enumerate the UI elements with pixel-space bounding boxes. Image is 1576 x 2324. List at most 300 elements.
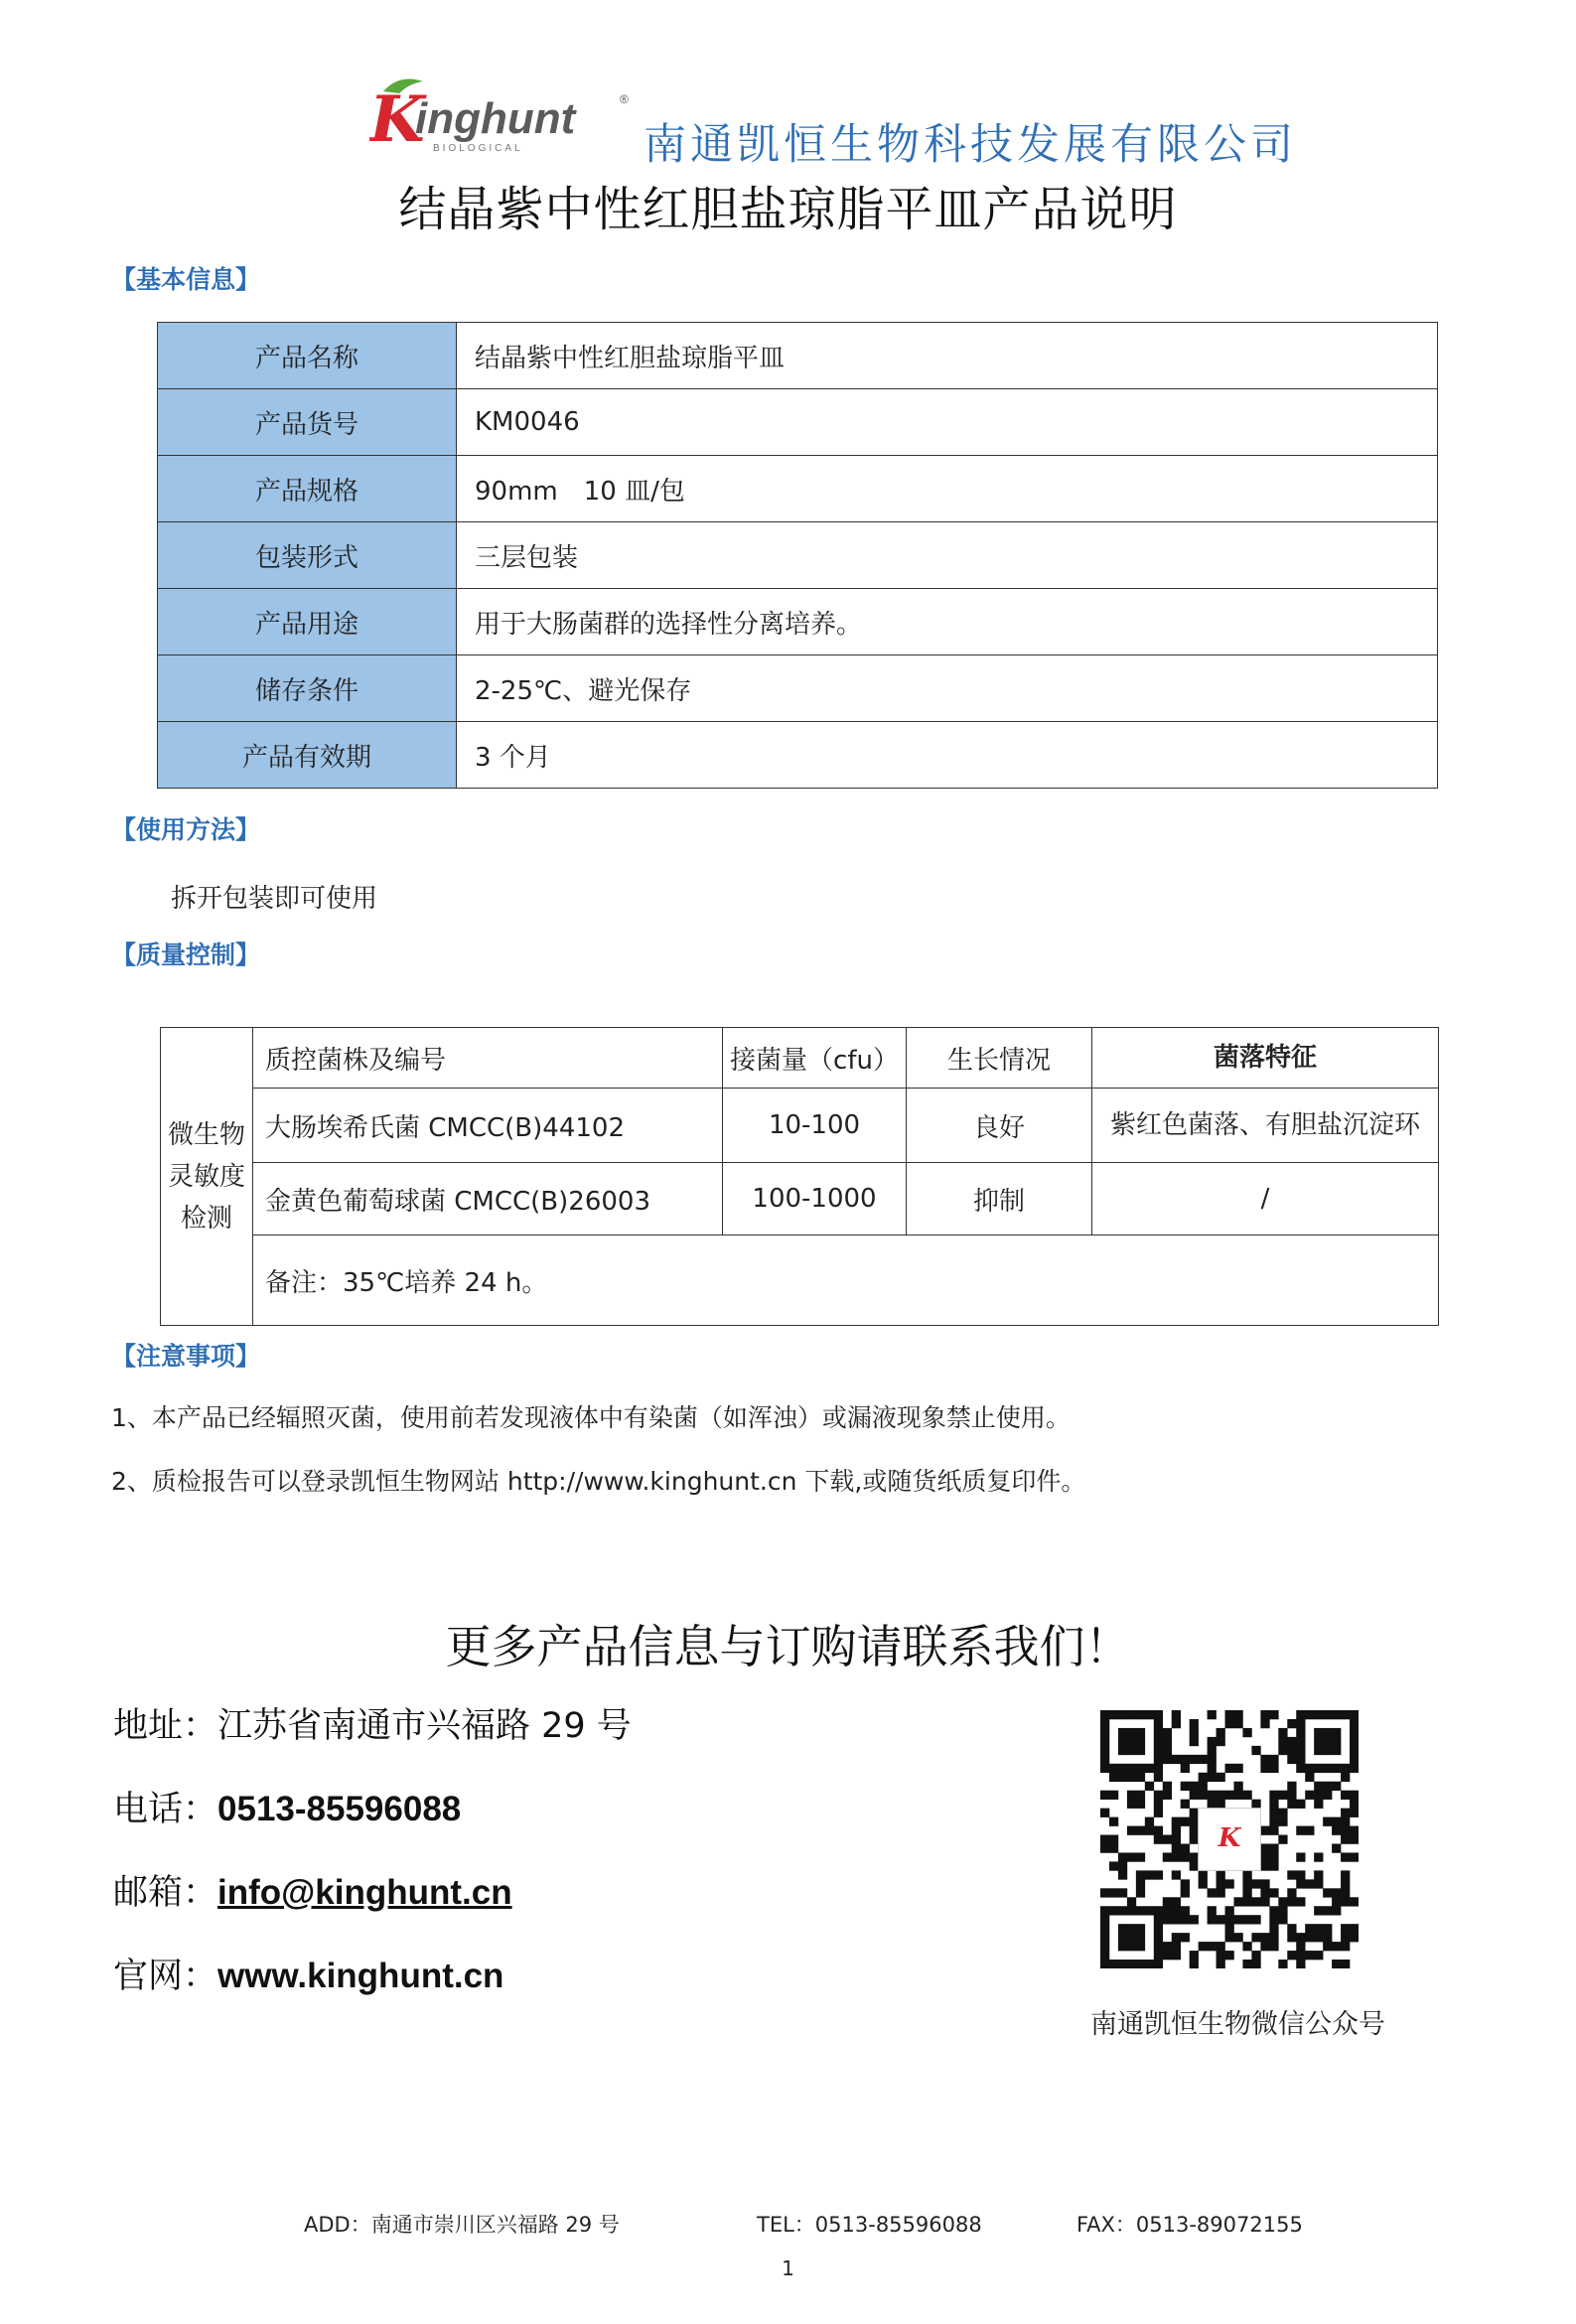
qr-module (1145, 1906, 1154, 1915)
qr-module (1332, 1737, 1341, 1746)
qr-module (1208, 1737, 1217, 1746)
qr-module (1332, 1710, 1341, 1719)
table-row (161, 1163, 1439, 1235)
logo-graphic (369, 72, 638, 163)
growth-cell: 抑制 (907, 1163, 1092, 1235)
qr-module (1341, 1942, 1350, 1951)
qr-module (1350, 1852, 1359, 1861)
qr-module (1341, 1888, 1350, 1897)
qr-module (1305, 1951, 1314, 1960)
email-link[interactable]: info@kinghunt.cn (217, 1873, 512, 1912)
qr-module (1217, 1737, 1225, 1746)
qr-module (1190, 1809, 1199, 1817)
qr-module (1100, 1791, 1109, 1800)
table-row (158, 722, 1438, 789)
qr-module (1269, 1852, 1278, 1861)
qr-module (1172, 1897, 1181, 1906)
qr-module (1296, 1960, 1305, 1968)
qr-module (1350, 1933, 1359, 1942)
qr-module (1260, 1755, 1269, 1764)
note-item: 1、本产品已经辐照灭菌，使用前若发现液体中有染菌（如浑浊）或漏液现象禁止使用。 (111, 1403, 1071, 1432)
row-label: 产品用途 (158, 589, 457, 655)
qr-module (1278, 1809, 1287, 1817)
qr-module (1305, 1879, 1314, 1888)
qr-module (1208, 1906, 1217, 1915)
qr-module (1260, 1861, 1269, 1870)
qr-module (1323, 1782, 1332, 1791)
qr-module (1296, 1879, 1305, 1888)
qr-module (1305, 1791, 1314, 1800)
qr-module (1278, 1906, 1287, 1915)
qr-module (1287, 1951, 1296, 1960)
qr-module (1154, 1746, 1163, 1755)
qr-module (1208, 1915, 1217, 1924)
quality-control-table (160, 1027, 1439, 1326)
qc-side-label: 微生物灵敏度检测 (161, 1028, 253, 1326)
logo-wordmark: inghunt (415, 94, 576, 143)
qr-module (1136, 1924, 1145, 1933)
qr-module (1118, 1737, 1127, 1746)
qr-module (1296, 1746, 1305, 1755)
qr-module (1100, 1728, 1109, 1737)
qr-module (1287, 1870, 1296, 1879)
address-label: 地址： (113, 1706, 218, 1746)
qr-module (1154, 1933, 1163, 1942)
phone-value: 0513-85596088 (217, 1790, 462, 1828)
qr-module (1163, 1755, 1172, 1764)
qc-remark: 备注：35℃培养 24 h。 (253, 1235, 1439, 1326)
row-label: 储存条件 (158, 655, 457, 722)
qr-module (1341, 1826, 1350, 1835)
qr-module (1145, 1870, 1154, 1879)
qr-module (1323, 1728, 1332, 1737)
contact-address (113, 1698, 632, 1748)
qr-module (1100, 1835, 1109, 1844)
qr-module (1296, 1852, 1305, 1861)
qr-module (1314, 1737, 1323, 1746)
qr-module (1233, 1782, 1242, 1791)
qr-module (1118, 1906, 1127, 1915)
qr-module (1233, 1764, 1242, 1773)
qr-module (1100, 1755, 1109, 1764)
qr-module (1163, 1906, 1172, 1915)
qr-module (1190, 1835, 1199, 1844)
qr-module (1278, 1835, 1287, 1844)
row-value: 结晶紫中性红胆盐琼脂平皿 (457, 323, 1438, 389)
qr-module (1350, 1746, 1359, 1755)
qr-module (1332, 1782, 1341, 1791)
colony-cell: 紫红色菌落、有胆盐沉淀环 (1092, 1089, 1439, 1163)
qr-module (1305, 1924, 1314, 1933)
qr-module (1225, 1719, 1234, 1728)
inoculum-cell: 10-100 (723, 1089, 907, 1163)
qr-module (1181, 1933, 1190, 1942)
qr-module (1100, 1906, 1109, 1915)
qr-module (1136, 1728, 1145, 1737)
qr-module (1341, 1960, 1350, 1968)
registered-icon: ® (620, 92, 629, 106)
qr-module (1269, 1906, 1278, 1915)
contact-website (113, 1949, 503, 1998)
qr-module (1154, 1960, 1163, 1968)
qr-module (1208, 1710, 1217, 1719)
qr-module (1242, 1960, 1251, 1968)
qr-module (1225, 1933, 1234, 1942)
phone-label: 电话： (113, 1790, 218, 1829)
qr-module (1136, 1826, 1145, 1835)
qr-module (1314, 1746, 1323, 1755)
qr-module (1163, 1782, 1172, 1791)
qr-module (1208, 1791, 1217, 1800)
qr-module (1190, 1826, 1199, 1835)
kinghunt-logo (369, 72, 638, 163)
qr-module (1100, 1843, 1109, 1852)
qr-module (1127, 1933, 1136, 1942)
qr-module (1172, 1755, 1181, 1764)
qr-module (1287, 1719, 1296, 1728)
qr-module (1100, 1719, 1109, 1728)
qr-module (1323, 1817, 1332, 1826)
qr-module (1314, 1764, 1323, 1773)
qr-module (1332, 1897, 1341, 1906)
qr-module (1145, 1782, 1154, 1791)
qr-module (1154, 1826, 1163, 1835)
qr-module (1278, 1728, 1287, 1737)
qr-module (1136, 1933, 1145, 1942)
qr-module (1350, 1737, 1359, 1746)
qr-module (1225, 1879, 1234, 1888)
qr-module (1181, 1888, 1190, 1897)
qr-module (1323, 1791, 1332, 1800)
qr-module (1350, 1728, 1359, 1737)
qr-module (1190, 1728, 1199, 1737)
contact-email (113, 1865, 512, 1915)
qr-module (1305, 1933, 1314, 1942)
qr-module (1350, 1924, 1359, 1933)
qr-module (1163, 1737, 1172, 1746)
qr-module (1154, 1764, 1163, 1773)
qr-module (1269, 1764, 1278, 1773)
qr-module (1260, 1879, 1269, 1888)
qr-module (1242, 1870, 1251, 1879)
qr-module (1127, 1710, 1136, 1719)
qr-module (1172, 1933, 1181, 1942)
table-row (158, 323, 1438, 389)
qr-module (1199, 1879, 1208, 1888)
qr-module (1242, 1888, 1251, 1897)
qr-module (1136, 1746, 1145, 1755)
qr-module (1278, 1817, 1287, 1826)
qr-module (1217, 1879, 1225, 1888)
qr-module (1332, 1960, 1341, 1968)
qr-module (1181, 1879, 1190, 1888)
qr-module (1323, 1888, 1332, 1897)
qr-module (1296, 1951, 1305, 1960)
qr-module (1118, 1773, 1127, 1782)
qr-module (1217, 1728, 1225, 1737)
row-label: 产品规格 (158, 456, 457, 522)
qr-module (1217, 1960, 1225, 1968)
qr-module (1287, 1746, 1296, 1755)
qr-module (1190, 1737, 1199, 1746)
qr-module (1341, 1870, 1350, 1879)
section-basic-info: 【基本信息】 (111, 265, 261, 294)
qr-logo-mark: K (1218, 1823, 1241, 1854)
qr-module (1260, 1826, 1269, 1835)
qr-module (1208, 1942, 1217, 1951)
qr-module (1314, 1906, 1323, 1915)
qr-module (1332, 1746, 1341, 1755)
qr-module (1100, 1951, 1109, 1960)
qr-module (1278, 1960, 1287, 1968)
qr-module (1233, 1933, 1242, 1942)
qr-module (1190, 1861, 1199, 1870)
wechat-qr-code (1100, 1710, 1359, 1968)
qr-module (1208, 1800, 1217, 1809)
qr-module (1172, 1852, 1181, 1861)
qr-module (1181, 1782, 1190, 1791)
qr-module (1251, 1897, 1260, 1906)
qr-module (1136, 1773, 1145, 1782)
qr-module (1163, 1746, 1172, 1755)
website-value: www.kinghunt.cn (217, 1957, 504, 1995)
row-label: 产品货号 (158, 389, 457, 456)
qr-module (1314, 1800, 1323, 1809)
qr-module (1217, 1888, 1225, 1897)
qr-module (1350, 1710, 1359, 1719)
row-value: 三层包装 (457, 522, 1438, 589)
qr-module (1127, 1942, 1136, 1951)
qr-module (1100, 1746, 1109, 1755)
qr-module (1136, 1879, 1145, 1888)
qr-module (1260, 1764, 1269, 1773)
qr-module (1296, 1728, 1305, 1737)
row-value: 用于大肠菌群的选择性分离培养。 (457, 589, 1438, 655)
qr-module (1217, 1942, 1225, 1951)
qr-module (1154, 1942, 1163, 1951)
qr-module (1269, 1924, 1278, 1933)
qr-module (1136, 1960, 1145, 1968)
qr-module (1163, 1728, 1172, 1737)
table-row (161, 1089, 1439, 1163)
qr-module (1287, 1755, 1296, 1764)
qr-module (1118, 1888, 1127, 1897)
qr-module (1332, 1817, 1341, 1826)
qr-module (1109, 1773, 1118, 1782)
qr-module (1350, 1719, 1359, 1728)
qr-module (1118, 1728, 1127, 1737)
qr-module (1154, 1906, 1163, 1915)
table-row (158, 456, 1438, 522)
qr-module (1154, 1737, 1163, 1746)
qr-module (1296, 1933, 1305, 1942)
qr-module (1154, 1710, 1163, 1719)
footer-address: ADD：南通市崇川区兴福路 29 号 (304, 2213, 620, 2237)
qr-module (1341, 1879, 1350, 1888)
table-row (158, 589, 1438, 655)
qr-module (1109, 1710, 1118, 1719)
qr-module (1208, 1773, 1217, 1782)
qr-module (1260, 1710, 1269, 1719)
qr-module (1287, 1888, 1296, 1897)
qr-module (1163, 1915, 1172, 1924)
row-label: 产品名称 (158, 323, 457, 389)
qr-module (1350, 1826, 1359, 1835)
qr-module (1118, 1942, 1127, 1951)
qr-module (1296, 1755, 1305, 1764)
qr-module (1217, 1800, 1225, 1809)
row-value: 3 个月 (457, 722, 1438, 789)
table-row (158, 655, 1438, 722)
qr-module (1127, 1746, 1136, 1755)
qr-module (1314, 1951, 1323, 1960)
qr-module (1181, 1852, 1190, 1861)
qr-module (1233, 1719, 1242, 1728)
qr-module (1163, 1897, 1172, 1906)
header-growth: 生长情况 (907, 1028, 1092, 1089)
qr-module (1100, 1888, 1109, 1897)
qr-module (1154, 1870, 1163, 1879)
qr-module (1287, 1933, 1296, 1942)
qr-module (1332, 1942, 1341, 1951)
qr-module (1208, 1888, 1217, 1897)
qr-module (1296, 1719, 1305, 1728)
qr-module (1100, 1924, 1109, 1933)
table-row (158, 522, 1438, 589)
qr-module (1323, 1746, 1332, 1755)
qr-module (1109, 1906, 1118, 1915)
qr-module (1278, 1897, 1287, 1906)
qr-module (1260, 1933, 1269, 1942)
row-value: 90mm 10 皿/包 (457, 456, 1438, 522)
qr-module (1199, 1942, 1208, 1951)
qr-module (1100, 1764, 1109, 1773)
qr-module (1260, 1843, 1269, 1852)
qr-module (1127, 1764, 1136, 1773)
qr-module (1217, 1791, 1225, 1800)
qr-module (1251, 1879, 1260, 1888)
qr-module (1172, 1817, 1181, 1826)
qr-module (1341, 1809, 1350, 1817)
qr-module (1109, 1843, 1118, 1852)
qr-module (1172, 1843, 1181, 1852)
qr-module (1154, 1773, 1163, 1782)
qr-module (1145, 1817, 1154, 1826)
qr-module (1314, 1924, 1323, 1933)
qr-module (1190, 1852, 1199, 1861)
qr-module (1154, 1924, 1163, 1933)
qr-module (1251, 1933, 1260, 1942)
qr-module (1127, 1800, 1136, 1809)
qr-module (1154, 1728, 1163, 1737)
qr-module (1314, 1791, 1323, 1800)
qr-module (1287, 1897, 1296, 1906)
qr-module (1251, 1960, 1260, 1968)
qr-module (1269, 1915, 1278, 1924)
qr-module (1109, 1861, 1118, 1870)
qr-module (1296, 1942, 1305, 1951)
header-strain: 质控菌株及编号 (253, 1028, 723, 1089)
qr-module (1269, 1800, 1278, 1809)
qr-module (1154, 1755, 1163, 1764)
qr-module (1127, 1773, 1136, 1782)
qr-module (1154, 1915, 1163, 1924)
qr-module (1208, 1755, 1217, 1764)
qr-module (1172, 1915, 1181, 1924)
qr-module (1305, 1826, 1314, 1835)
qr-module (1154, 1791, 1163, 1800)
qr-module (1127, 1960, 1136, 1968)
row-value: KM0046 (457, 389, 1438, 456)
qr-module (1163, 1835, 1172, 1844)
qr-module (1136, 1791, 1145, 1800)
qr-module (1109, 1960, 1118, 1968)
qr-module (1154, 1809, 1163, 1817)
qr-module (1260, 1942, 1269, 1951)
footer-phone: TEL：0513-85596088 (757, 2213, 982, 2237)
qr-module (1118, 1933, 1127, 1942)
qr-module (1127, 1737, 1136, 1746)
qr-module (1269, 1826, 1278, 1835)
qr-module (1109, 1817, 1118, 1826)
qr-module (1127, 1852, 1136, 1861)
qr-module (1136, 1710, 1145, 1719)
qr-module (1341, 1835, 1350, 1844)
qr-module (1154, 1719, 1163, 1728)
qr-module (1154, 1835, 1163, 1844)
qr-module (1242, 1942, 1251, 1951)
qr-module (1269, 1861, 1278, 1870)
qr-module (1341, 1852, 1350, 1861)
qr-module (1260, 1719, 1269, 1728)
qr-module (1100, 1809, 1109, 1817)
qr-module (1109, 1835, 1118, 1844)
qr-module (1296, 1826, 1305, 1835)
qr-module (1233, 1915, 1242, 1924)
qr-module (1269, 1791, 1278, 1800)
qr-graphic (1100, 1710, 1359, 1968)
qr-module (1296, 1737, 1305, 1746)
qr-module (1242, 1879, 1251, 1888)
qr-module (1136, 1888, 1145, 1897)
qr-module (1251, 1915, 1260, 1924)
qr-module (1100, 1933, 1109, 1942)
qr-module (1332, 1843, 1341, 1852)
qr-module (1154, 1951, 1163, 1960)
qr-module (1305, 1710, 1314, 1719)
qr-module (1100, 1710, 1109, 1719)
qr-module (1260, 1852, 1269, 1861)
qr-module (1163, 1791, 1172, 1800)
company-name: 南通凯恒生物科技发展有限公司 (644, 120, 1297, 170)
qr-module (1251, 1746, 1260, 1755)
qr-module (1314, 1782, 1323, 1791)
row-label: 包装形式 (158, 522, 457, 589)
table-header-row (161, 1028, 1439, 1089)
qr-module (1332, 1728, 1341, 1737)
qr-module (1341, 1933, 1350, 1942)
qr-module (1341, 1764, 1350, 1773)
header-colony: 菌落特征 (1092, 1028, 1439, 1089)
qr-module (1118, 1710, 1127, 1719)
qr-module (1233, 1710, 1242, 1719)
qr-module (1190, 1719, 1199, 1728)
qr-module (1181, 1817, 1190, 1826)
qr-module (1278, 1746, 1287, 1755)
inoculum-cell: 100-1000 (723, 1163, 907, 1235)
qr-module (1127, 1728, 1136, 1737)
section-usage: 【使用方法】 (111, 815, 261, 844)
